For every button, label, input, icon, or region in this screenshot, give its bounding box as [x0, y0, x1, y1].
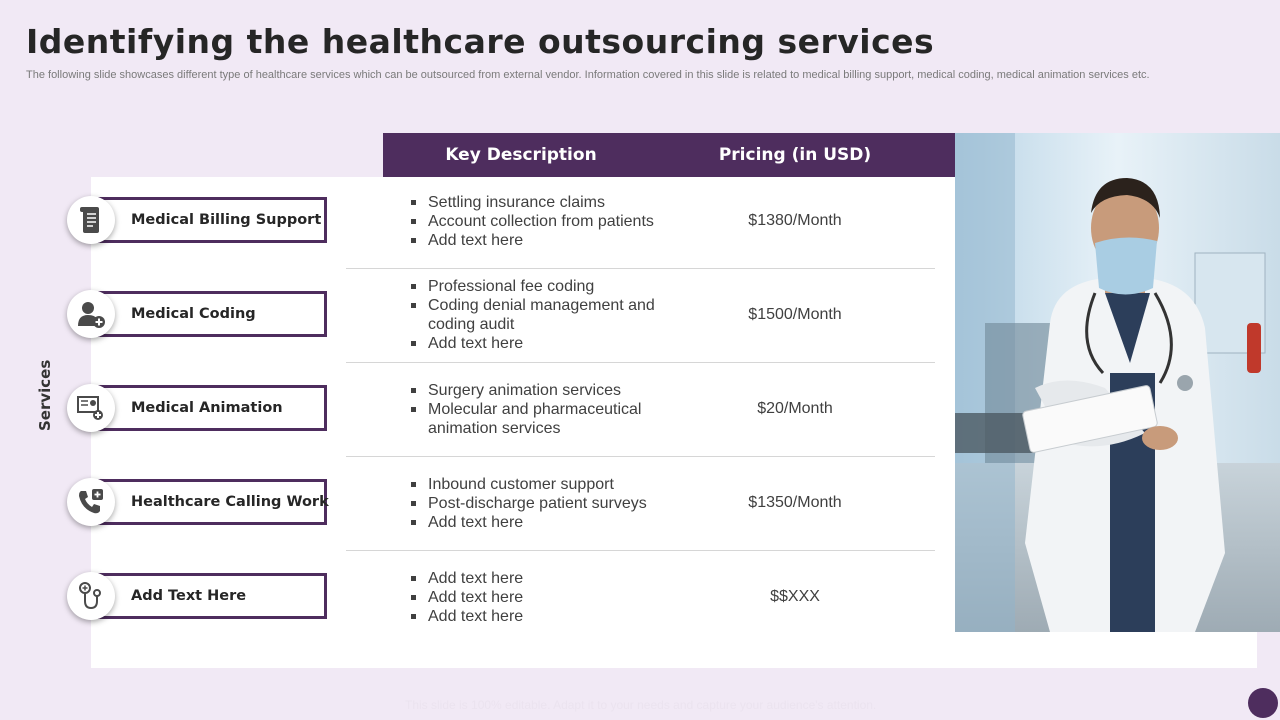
description-item: Coding denial management and coding audit: [408, 296, 668, 334]
description-item: Molecular and pharmaceutical animation services: [408, 400, 668, 438]
description-item: Professional fee coding: [408, 277, 668, 296]
table-row: [346, 456, 935, 551]
key-description-list: [408, 268, 668, 362]
stethoscope-icon: [67, 572, 115, 620]
service-name: Medical Billing Support: [131, 212, 322, 228]
document-scroll-icon: [67, 196, 115, 244]
doctor-photo: [955, 133, 1280, 632]
table-header: [383, 133, 955, 177]
table-row: [346, 174, 935, 269]
table-row: [346, 550, 935, 644]
key-description-list: [408, 362, 668, 456]
description-item: Add text here: [408, 231, 668, 250]
price-value: $1500/Month: [748, 306, 842, 323]
description-item: Account collection from patients: [408, 212, 668, 231]
description-item: Add text here: [408, 588, 668, 607]
header-key-description: Key Description: [445, 145, 597, 165]
service-name: Add Text Here: [131, 588, 247, 604]
description-item: Inbound customer support: [408, 475, 668, 494]
key-description-list: [408, 456, 668, 550]
table-row: [346, 268, 935, 363]
header-pricing: Pricing (in USD): [718, 145, 872, 165]
price-value: $1350/Month: [748, 494, 842, 511]
page-indicator: [1248, 688, 1278, 718]
description-item: Post-discharge patient surveys: [408, 494, 668, 513]
service-item-medical-coding[interactable]: [92, 291, 328, 335]
service-item-medical-billing[interactable]: [92, 197, 328, 241]
key-description-list: [408, 174, 668, 268]
page-subtitle: The following slide showcases different type of healthcare services which can be outsourced from external vendor. Information covered in this slide is related to medical billing support, medical coding, medical animation services etc.: [26, 69, 1150, 81]
price-value: $1380/Month: [748, 212, 842, 229]
description-item: Add text here: [408, 513, 668, 532]
price-value: $$XXX: [770, 588, 820, 605]
monitor-medical-icon: [67, 384, 115, 432]
footer-note: This slide is 100% editable. Adapt it to your needs and capture your audience's attention.: [405, 698, 877, 712]
description-item: Add text here: [408, 334, 668, 353]
description-item: Surgery animation services: [408, 381, 668, 400]
service-item-medical-animation[interactable]: [92, 385, 328, 429]
key-description-list: [408, 550, 668, 644]
description-item: Add text here: [408, 569, 668, 588]
service-name: Healthcare Calling Work: [131, 494, 329, 510]
service-name: Medical Coding: [131, 306, 256, 322]
page-title: Identifying the healthcare outsourcing services: [26, 22, 935, 61]
service-item-add-text[interactable]: [92, 573, 328, 617]
phone-medical-icon: [67, 478, 115, 526]
price-value: $20/Month: [757, 400, 833, 417]
table-row: [346, 362, 935, 457]
description-item: Add text here: [408, 607, 668, 626]
service-item-healthcare-calling[interactable]: [92, 479, 328, 523]
user-plus-icon: [67, 290, 115, 338]
description-item: Settling insurance claims: [408, 193, 668, 212]
service-name: Medical Animation: [131, 400, 283, 416]
services-axis-label: Services: [36, 359, 54, 431]
